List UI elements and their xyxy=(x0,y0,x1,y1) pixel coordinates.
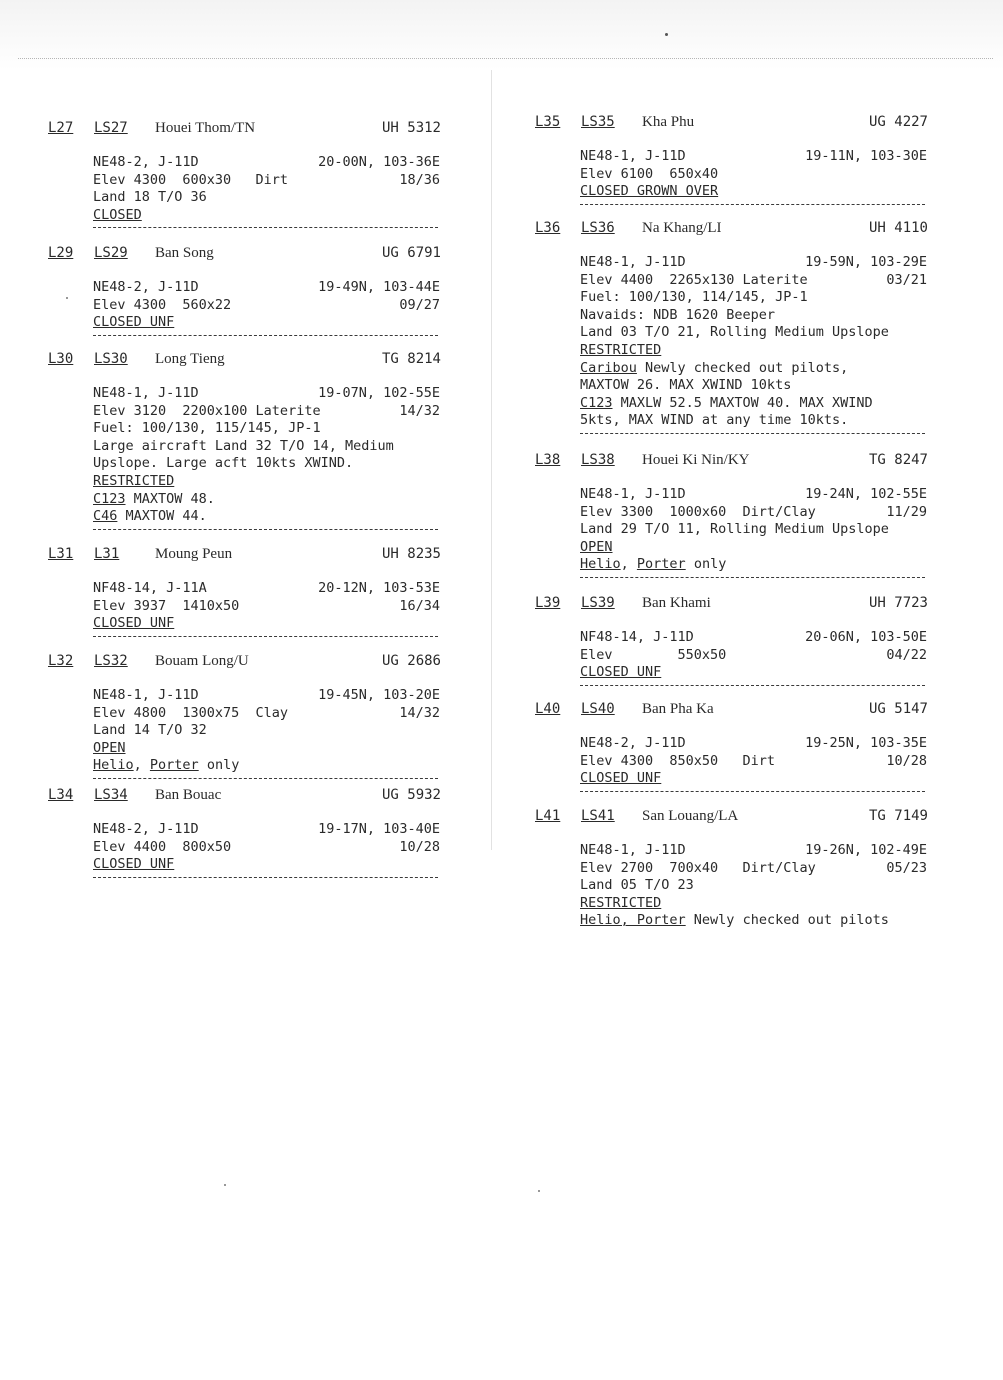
entry-header xyxy=(48,546,443,568)
entry-line xyxy=(93,705,440,723)
entry-line xyxy=(93,473,440,491)
entry-line xyxy=(580,395,927,413)
site-name: San Louang/LA xyxy=(642,808,739,824)
entry-line xyxy=(93,508,440,526)
line-text: NE48-1, J-11D xyxy=(93,385,199,401)
grid-reference: TG 7149 xyxy=(868,808,928,824)
site-code: L36 xyxy=(535,220,561,236)
line-text: CLOSED GROWN OVER xyxy=(580,183,719,200)
line-text: Land 18 T/O 36 xyxy=(93,189,207,206)
entry-body xyxy=(580,629,927,686)
dashed-separator xyxy=(580,204,925,205)
dashed-separator xyxy=(580,685,925,686)
line-text: Elev 4300 600x30 Dirt xyxy=(93,171,289,188)
entry-body xyxy=(93,821,440,878)
entry-line xyxy=(580,842,927,860)
entry-header xyxy=(535,452,930,474)
entry-body xyxy=(93,687,440,779)
entry-line xyxy=(93,172,440,190)
entry-line xyxy=(580,860,927,878)
airstrip-entry xyxy=(535,595,930,686)
airstrip-entry xyxy=(535,220,930,434)
grid-reference: TG 8214 xyxy=(381,351,441,367)
grid-reference: UG 5932 xyxy=(381,787,441,803)
grid-reference: UG 2686 xyxy=(381,653,441,669)
entry-line xyxy=(93,438,440,456)
line-text: CLOSED UNF xyxy=(93,615,175,632)
site-code: L27 xyxy=(48,120,74,136)
entry-line xyxy=(93,821,440,839)
entry-line xyxy=(580,342,927,360)
line-text: NE48-1, J-11D xyxy=(580,254,686,270)
entry-header xyxy=(48,245,443,267)
line-text: RESTRICTED xyxy=(93,472,175,489)
page-fold-line xyxy=(491,70,492,850)
line-text: Elev 4300 560x22 xyxy=(93,296,232,313)
line-value-right: 05/23 xyxy=(886,859,927,876)
entry-line xyxy=(580,895,927,913)
line-value-right: 04/22 xyxy=(886,646,927,663)
entry-header xyxy=(535,595,930,617)
dashed-separator xyxy=(93,877,438,878)
site-code: L31 xyxy=(48,546,74,562)
line-text: Fuel: 100/130, 115/145, JP-1 xyxy=(93,420,321,437)
entry-line xyxy=(580,664,927,682)
site-name: Ban Pha Ka xyxy=(642,701,714,717)
site-name: Moung Peun xyxy=(155,546,233,562)
line-text: Fuel: 100/130, 114/145, JP-1 xyxy=(580,289,808,306)
dashed-separator xyxy=(93,227,438,228)
site-code: L35 xyxy=(535,114,561,130)
site-name: Long Tieng xyxy=(155,351,225,367)
entry-body xyxy=(580,735,927,792)
dashed-separator xyxy=(580,577,925,578)
site-code: L40 xyxy=(535,701,561,717)
line-text: Land 05 T/O 23 xyxy=(580,877,694,894)
line-text: 5kts, MAX WIND at any time 10kts. xyxy=(580,412,849,429)
dashed-separator xyxy=(93,636,438,637)
entry-line xyxy=(93,580,440,598)
line-text-rest: MAXTOW 48. xyxy=(125,490,215,507)
dashed-separator xyxy=(93,335,438,336)
line-text: NE48-2, J-11D xyxy=(93,154,199,170)
line-value-right: 14/32 xyxy=(399,704,440,721)
entry-line xyxy=(93,740,440,758)
line-value-right: 14/32 xyxy=(399,402,440,419)
line-value-right: 19-26N, 102-49E xyxy=(805,842,927,858)
entry-body xyxy=(580,254,927,434)
line-value-right: 20-12N, 103-53E xyxy=(318,580,440,596)
lima-site-id: LS36 xyxy=(581,220,615,236)
entry-header xyxy=(535,220,930,242)
line-text: Caribou xyxy=(580,359,637,376)
line-text: Elev 2700 700x40 Dirt/Clay xyxy=(580,859,816,876)
line-text: NF48-14, J-11D xyxy=(580,629,694,645)
dashed-separator xyxy=(580,433,925,434)
entry-body xyxy=(93,385,440,530)
line-value-right: 19-25N, 103-35E xyxy=(805,735,927,751)
dashed-separator xyxy=(580,791,925,792)
site-name: Houei Thom/TN xyxy=(155,120,256,136)
airstrip-entry xyxy=(48,787,443,878)
grid-reference: UH 5312 xyxy=(381,120,441,136)
margin-speck xyxy=(538,1190,540,1192)
line-text: NE48-2, J-11D xyxy=(93,821,199,837)
line-text: NE48-1, J-11D xyxy=(580,842,686,858)
grid-reference: UH 7723 xyxy=(868,595,928,611)
line-text: OPEN xyxy=(93,739,126,756)
line-text-rest: , xyxy=(133,757,150,774)
lima-site-id: LS29 xyxy=(94,245,128,261)
entry-header xyxy=(48,351,443,373)
entry-line xyxy=(93,722,440,740)
line-text-rest: Newly checked out pilots, xyxy=(636,359,849,376)
line-text: C123 xyxy=(93,490,126,507)
line-text: Elev 3937 1410x50 xyxy=(93,597,240,614)
entry-line xyxy=(93,687,440,705)
line-text: Helio, Porter xyxy=(580,912,686,929)
line-text: C123 xyxy=(580,394,613,411)
line-text-rest: Newly checked out pilots xyxy=(685,912,889,929)
line-text-rest: only xyxy=(198,757,240,774)
entry-line xyxy=(93,757,440,775)
line-value-right: 19-07N, 102-55E xyxy=(318,385,440,401)
line-text: RESTRICTED xyxy=(580,341,662,358)
grid-reference: UG 5147 xyxy=(868,701,928,717)
entry-line xyxy=(580,770,927,788)
site-name: Bouam Long/U xyxy=(155,653,249,669)
margin-speck xyxy=(224,1184,226,1186)
entry-line xyxy=(580,183,927,201)
entry-line xyxy=(580,148,927,166)
line-text: CLOSED UNF xyxy=(580,664,662,681)
entry-body xyxy=(93,154,440,228)
airstrip-entry xyxy=(48,351,443,530)
line-text: C46 xyxy=(93,508,118,525)
lima-site-id: LS32 xyxy=(94,653,128,669)
line-text: Elev 550x50 xyxy=(580,646,727,663)
entry-header xyxy=(48,120,443,142)
page-header-shadow xyxy=(0,0,1003,70)
entry-line xyxy=(93,403,440,421)
grid-reference: TG 8247 xyxy=(868,452,928,468)
line-text: Upslope. Large acft 10kts XWIND. xyxy=(93,455,354,472)
grid-reference: UG 4227 xyxy=(868,114,928,130)
line-text: Helio xyxy=(580,556,621,573)
entry-line xyxy=(93,297,440,315)
line-text: Elev 4400 800x50 xyxy=(93,838,232,855)
entry-line xyxy=(580,272,927,290)
entry-line xyxy=(93,615,440,633)
site-name: Ban Khami xyxy=(642,595,711,611)
line-text-rest: , xyxy=(620,556,637,573)
lima-site-id: LS39 xyxy=(581,595,615,611)
top-ink-speck xyxy=(665,33,668,36)
lima-site-id: LS34 xyxy=(94,787,128,803)
site-code: L30 xyxy=(48,351,74,367)
entry-line xyxy=(580,307,927,325)
entry-body xyxy=(93,580,440,637)
line-text: Navaids: NDB 1620 Beeper xyxy=(580,306,776,323)
entry-line xyxy=(93,598,440,616)
line-text: Elev 4400 2265x130 Laterite xyxy=(580,271,808,288)
entry-line xyxy=(93,491,440,509)
lima-site-id: LS40 xyxy=(581,701,615,717)
entry-header xyxy=(535,114,930,136)
line-value-right: 20-00N, 103-36E xyxy=(318,154,440,170)
line-text: NE48-1, J-11D xyxy=(93,687,199,703)
lima-site-id: LS38 xyxy=(581,452,615,468)
entry-line xyxy=(580,629,927,647)
airstrip-entry xyxy=(48,653,443,779)
entry-header xyxy=(535,808,930,830)
line-value-right: 19-11N, 103-30E xyxy=(805,148,927,164)
entry-header xyxy=(48,787,443,809)
entry-line xyxy=(580,556,927,574)
line-value-right: 19-17N, 103-40E xyxy=(318,821,440,837)
lima-site-id: LS35 xyxy=(581,114,615,130)
entry-line xyxy=(93,420,440,438)
line-text-rest: only xyxy=(685,556,727,573)
line-text: NE48-2, J-11D xyxy=(580,735,686,751)
line-text: NF48-14, J-11A xyxy=(93,580,207,596)
entry-line xyxy=(93,189,440,207)
line-text: Elev 6100 650x40 xyxy=(580,165,719,182)
line-text: NE48-1, J-11D xyxy=(580,148,686,164)
line-value-right: 16/34 xyxy=(399,597,440,614)
lima-site-id: LS41 xyxy=(581,808,615,824)
top-edge-rule xyxy=(18,58,993,59)
site-code: L32 xyxy=(48,653,74,669)
entry-header xyxy=(48,653,443,675)
line-text: Large aircraft Land 32 T/O 14, Medium xyxy=(93,437,394,454)
site-name: Ban Song xyxy=(155,245,214,261)
entry-line xyxy=(93,839,440,857)
entry-line xyxy=(580,521,927,539)
line-text: Elev 4800 1300x75 Clay xyxy=(93,704,289,721)
entry-line xyxy=(580,647,927,665)
site-code: L29 xyxy=(48,245,74,261)
line-value-right: 19-49N, 103-44E xyxy=(318,279,440,295)
entry-line xyxy=(93,856,440,874)
line-value-right: 20-06N, 103-50E xyxy=(805,629,927,645)
line-text-underlined: Porter xyxy=(636,556,686,573)
airstrip-entry xyxy=(48,546,443,637)
site-name: Na Khang/LI xyxy=(642,220,722,236)
line-value-right: 18/36 xyxy=(399,171,440,188)
line-text: Land 03 T/O 21, Rolling Medium Upslope xyxy=(580,324,889,341)
entry-line xyxy=(93,207,440,225)
line-value-right: 03/21 xyxy=(886,271,927,288)
entry-line xyxy=(580,539,927,557)
line-text: RESTRICTED xyxy=(580,894,662,911)
airstrip-entry xyxy=(48,120,443,228)
line-text: MAXTOW 26. MAX XWIND 10kts xyxy=(580,377,792,394)
line-text: Elev 4300 850x50 Dirt xyxy=(580,752,776,769)
entry-line xyxy=(580,289,927,307)
entry-line xyxy=(93,455,440,473)
site-name: Ban Bouac xyxy=(155,787,222,803)
line-value-right: 09/27 xyxy=(399,296,440,313)
line-text: Elev 3300 1000x60 Dirt/Clay xyxy=(580,503,816,520)
entry-body xyxy=(580,842,927,930)
lima-site-id: LS27 xyxy=(94,120,128,136)
line-value-right: 10/28 xyxy=(886,752,927,769)
entry-line xyxy=(580,753,927,771)
site-code: L39 xyxy=(535,595,561,611)
line-text: OPEN xyxy=(580,538,613,555)
lima-site-id: L31 xyxy=(94,546,120,562)
entry-line xyxy=(580,254,927,272)
line-value-right: 19-45N, 103-20E xyxy=(318,687,440,703)
entry-line xyxy=(580,166,927,184)
airstrip-entry xyxy=(535,452,930,578)
line-text: Land 14 T/O 32 xyxy=(93,722,207,739)
site-code: L41 xyxy=(535,808,561,824)
line-text: Elev 3120 2200x100 Laterite xyxy=(93,402,321,419)
line-text-rest: MAXTOW 44. xyxy=(117,508,207,525)
line-text: NE48-2, J-11D xyxy=(93,279,199,295)
entry-line xyxy=(580,377,927,395)
site-code: L38 xyxy=(535,452,561,468)
line-text: CLOSED xyxy=(93,206,142,223)
entry-body xyxy=(580,486,927,578)
entry-line xyxy=(93,279,440,297)
line-value-right: 19-59N, 103-29E xyxy=(805,254,927,270)
entry-line xyxy=(580,912,927,930)
entry-line xyxy=(580,504,927,522)
entry-line xyxy=(580,324,927,342)
airstrip-entry xyxy=(535,114,930,205)
margin-speck xyxy=(66,297,68,299)
entry-body xyxy=(93,279,440,336)
line-value-right: 11/29 xyxy=(886,503,927,520)
grid-reference: UH 8235 xyxy=(381,546,441,562)
airstrip-entry xyxy=(48,245,443,336)
site-code: L34 xyxy=(48,787,74,803)
entry-line xyxy=(93,385,440,403)
line-text: CLOSED UNF xyxy=(93,314,175,331)
line-text: Land 29 T/O 11, Rolling Medium Upslope xyxy=(580,521,889,538)
entry-line xyxy=(580,735,927,753)
lima-site-id: LS30 xyxy=(94,351,128,367)
line-value-right: 19-24N, 102-55E xyxy=(805,486,927,502)
entry-line xyxy=(580,412,927,430)
grid-reference: UG 6791 xyxy=(381,245,441,261)
line-text: CLOSED UNF xyxy=(93,856,175,873)
line-text-underlined: Porter xyxy=(149,757,199,774)
airstrip-entry xyxy=(535,808,930,930)
entry-header xyxy=(535,701,930,723)
line-text: Helio xyxy=(93,757,134,774)
dashed-separator xyxy=(93,529,438,530)
line-text: NE48-1, J-11D xyxy=(580,486,686,502)
line-text-rest: MAXLW 52.5 MAXTOW 40. MAX XWIND xyxy=(612,394,873,411)
entry-body xyxy=(580,148,927,205)
site-name: Kha Phu xyxy=(642,114,695,130)
entry-line xyxy=(93,154,440,172)
line-value-right: 10/28 xyxy=(399,838,440,855)
line-text: CLOSED UNF xyxy=(580,770,662,787)
dashed-separator xyxy=(93,778,438,779)
entry-line xyxy=(580,486,927,504)
entry-line xyxy=(93,314,440,332)
airstrip-entry xyxy=(535,701,930,792)
site-name: Houei Ki Nin/KY xyxy=(642,452,750,468)
entry-line xyxy=(580,877,927,895)
grid-reference: UH 4110 xyxy=(868,220,928,236)
entry-line xyxy=(580,360,927,378)
